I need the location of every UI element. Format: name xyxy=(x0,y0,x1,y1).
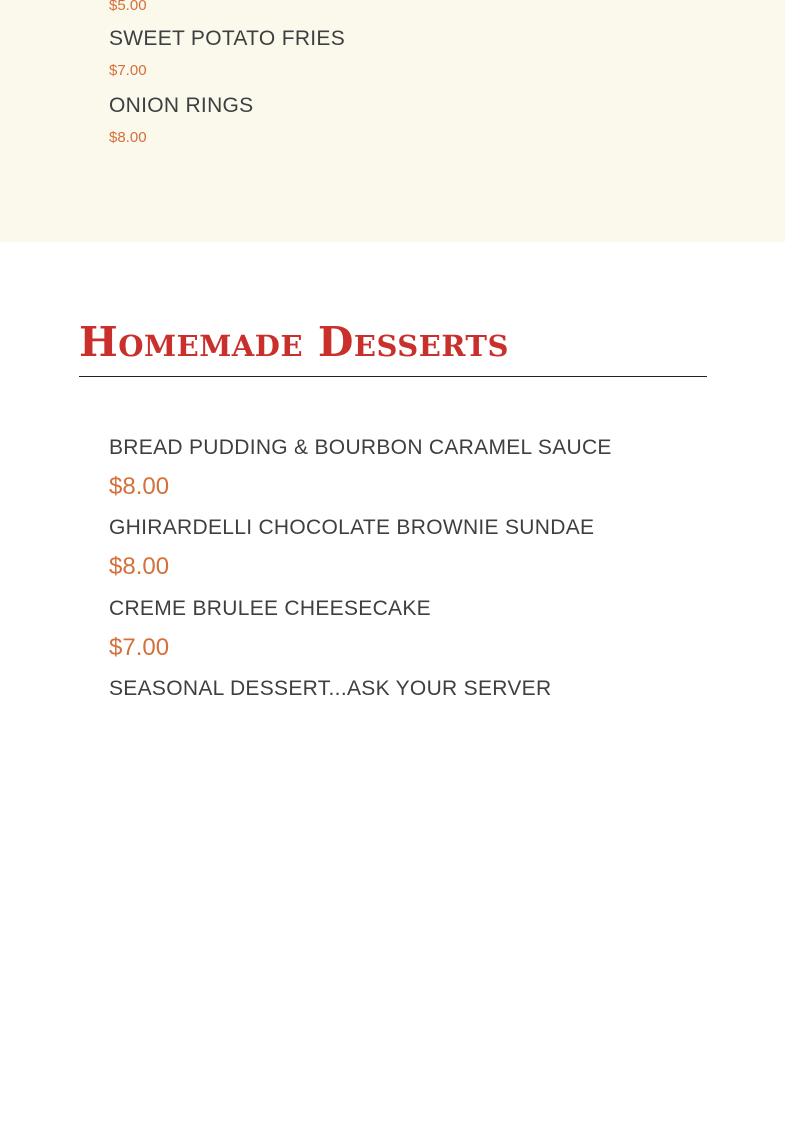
section-title: Homemade Desserts xyxy=(79,318,509,366)
sides-section xyxy=(0,0,785,242)
menu-item-name: CREME BRULEE CHEESECAKE xyxy=(109,597,431,620)
menu-item-price: $7.00 xyxy=(109,62,147,79)
title-divider xyxy=(79,376,707,377)
menu-item-price: $8.00 xyxy=(109,473,170,500)
menu-item-price: $8.00 xyxy=(109,553,170,580)
menu-item-price: $8.00 xyxy=(109,129,147,146)
menu-item-name: SWEET POTATO FRIES xyxy=(109,27,346,50)
desserts-section xyxy=(0,242,785,1128)
menu-item-price: $7.00 xyxy=(109,634,170,661)
menu-item-name: GHIRARDELLI CHOCOLATE BROWNIE SUNDAE xyxy=(109,516,595,539)
menu-item-name: ONION RINGS xyxy=(109,94,254,117)
menu-item-name: SEASONAL DESSERT...ASK YOUR SERVER xyxy=(109,677,552,700)
menu-item-name: BREAD PUDDING & BOURBON CARAMEL SAUCE xyxy=(109,436,612,459)
menu-item-price: $5.00 xyxy=(109,0,147,14)
